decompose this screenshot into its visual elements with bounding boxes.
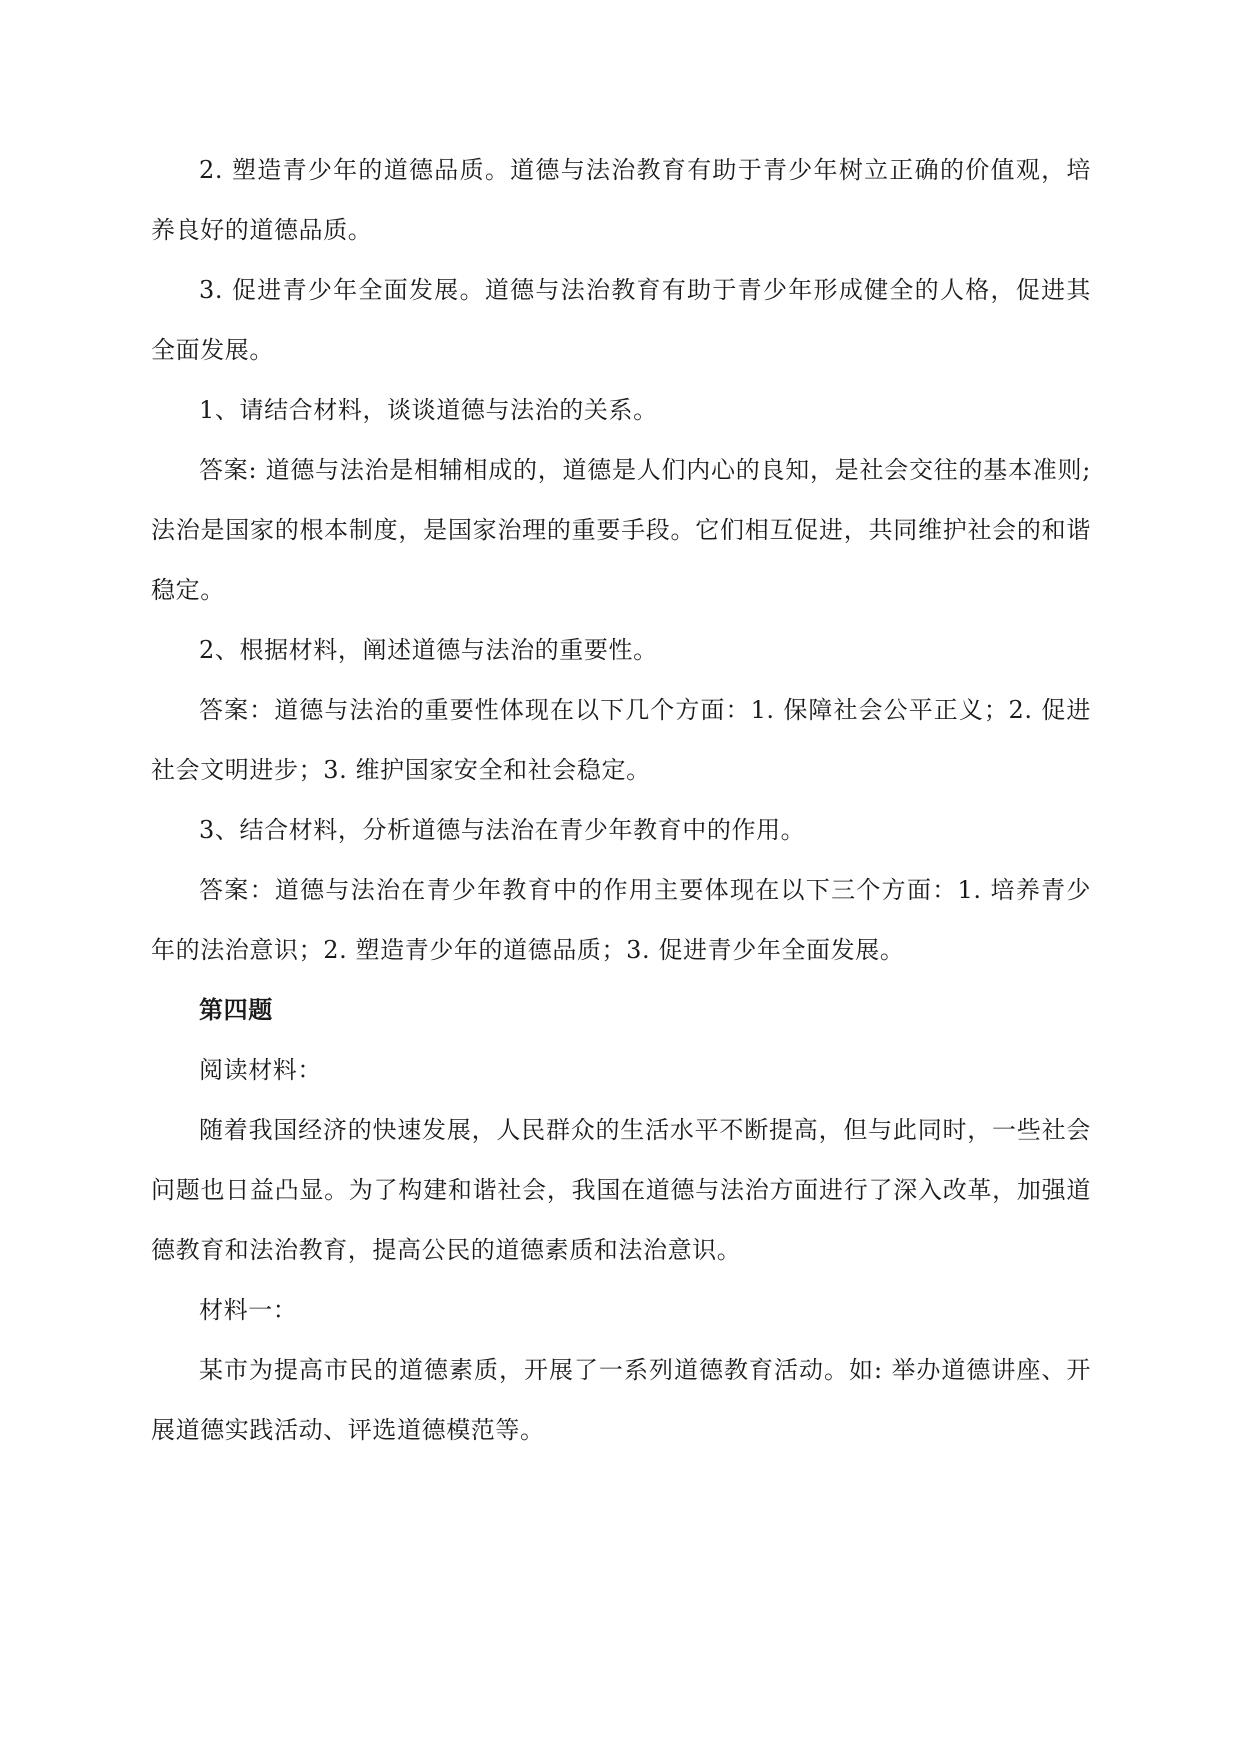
- document-body: [151, 140, 1091, 1460]
- reading-material-label: 阅读材料：: [199, 1056, 322, 1084]
- material-one-label: 材料一：: [199, 1296, 298, 1324]
- question-2: 2、根据材料，阐述道德与法治的重要性。: [199, 636, 658, 664]
- answer-1: 答案: 道德与法治是相辅相成的，道德是人们内心的良知，是社会交往的基本准则; 法治是国家的根本制度，是国家治理的重要手段。它们相互促进，共同维护社会的和谐稳定。: [151, 456, 1091, 604]
- paragraph-point-2: 2. 塑造青少年的道德品质。道德与法治教育有助于青少年树立正确的价值观，培养良好的道德品质。: [151, 156, 1091, 244]
- question-3: 3、结合材料，分析道德与法治在青少年教育中的作用。: [199, 816, 806, 844]
- question-1: 1、请结合材料，谈谈道德与法治的关系。: [199, 396, 658, 424]
- answer-3: 答案：道德与法治在青少年教育中的作用主要体现在以下三个方面：1. 培养青少年的法治意识；2. 塑造青少年的道德品质；3. 促进青少年全面发展。: [151, 876, 1091, 964]
- reading-material-text: 随着我国经济的快速发展，人民群众的生活水平不断提高，但与此同时，一些社会问题也日益凸显。为了构建和谐社会，我国在道德与法治方面进行了深入改革，加强道德教育和法治教育，提高公民的道德素质和法治意识。: [151, 1116, 1091, 1264]
- answer-2: 答案：道德与法治的重要性体现在以下几个方面：1. 保障社会公平正义；2. 促进社会文明进步；3. 维护国家安全和社会稳定。: [151, 696, 1091, 784]
- paragraph-point-3: 3. 促进青少年全面发展。道德与法治教育有助于青少年形成健全的人格，促进其全面发展。: [151, 276, 1091, 364]
- material-one-text: 某市为提高市民的道德素质，开展了一系列道德教育活动。如: 举办道德讲座、开展道德实践活动、评选道德模范等。: [151, 1356, 1091, 1444]
- section-heading: 第四题: [199, 995, 273, 1024]
